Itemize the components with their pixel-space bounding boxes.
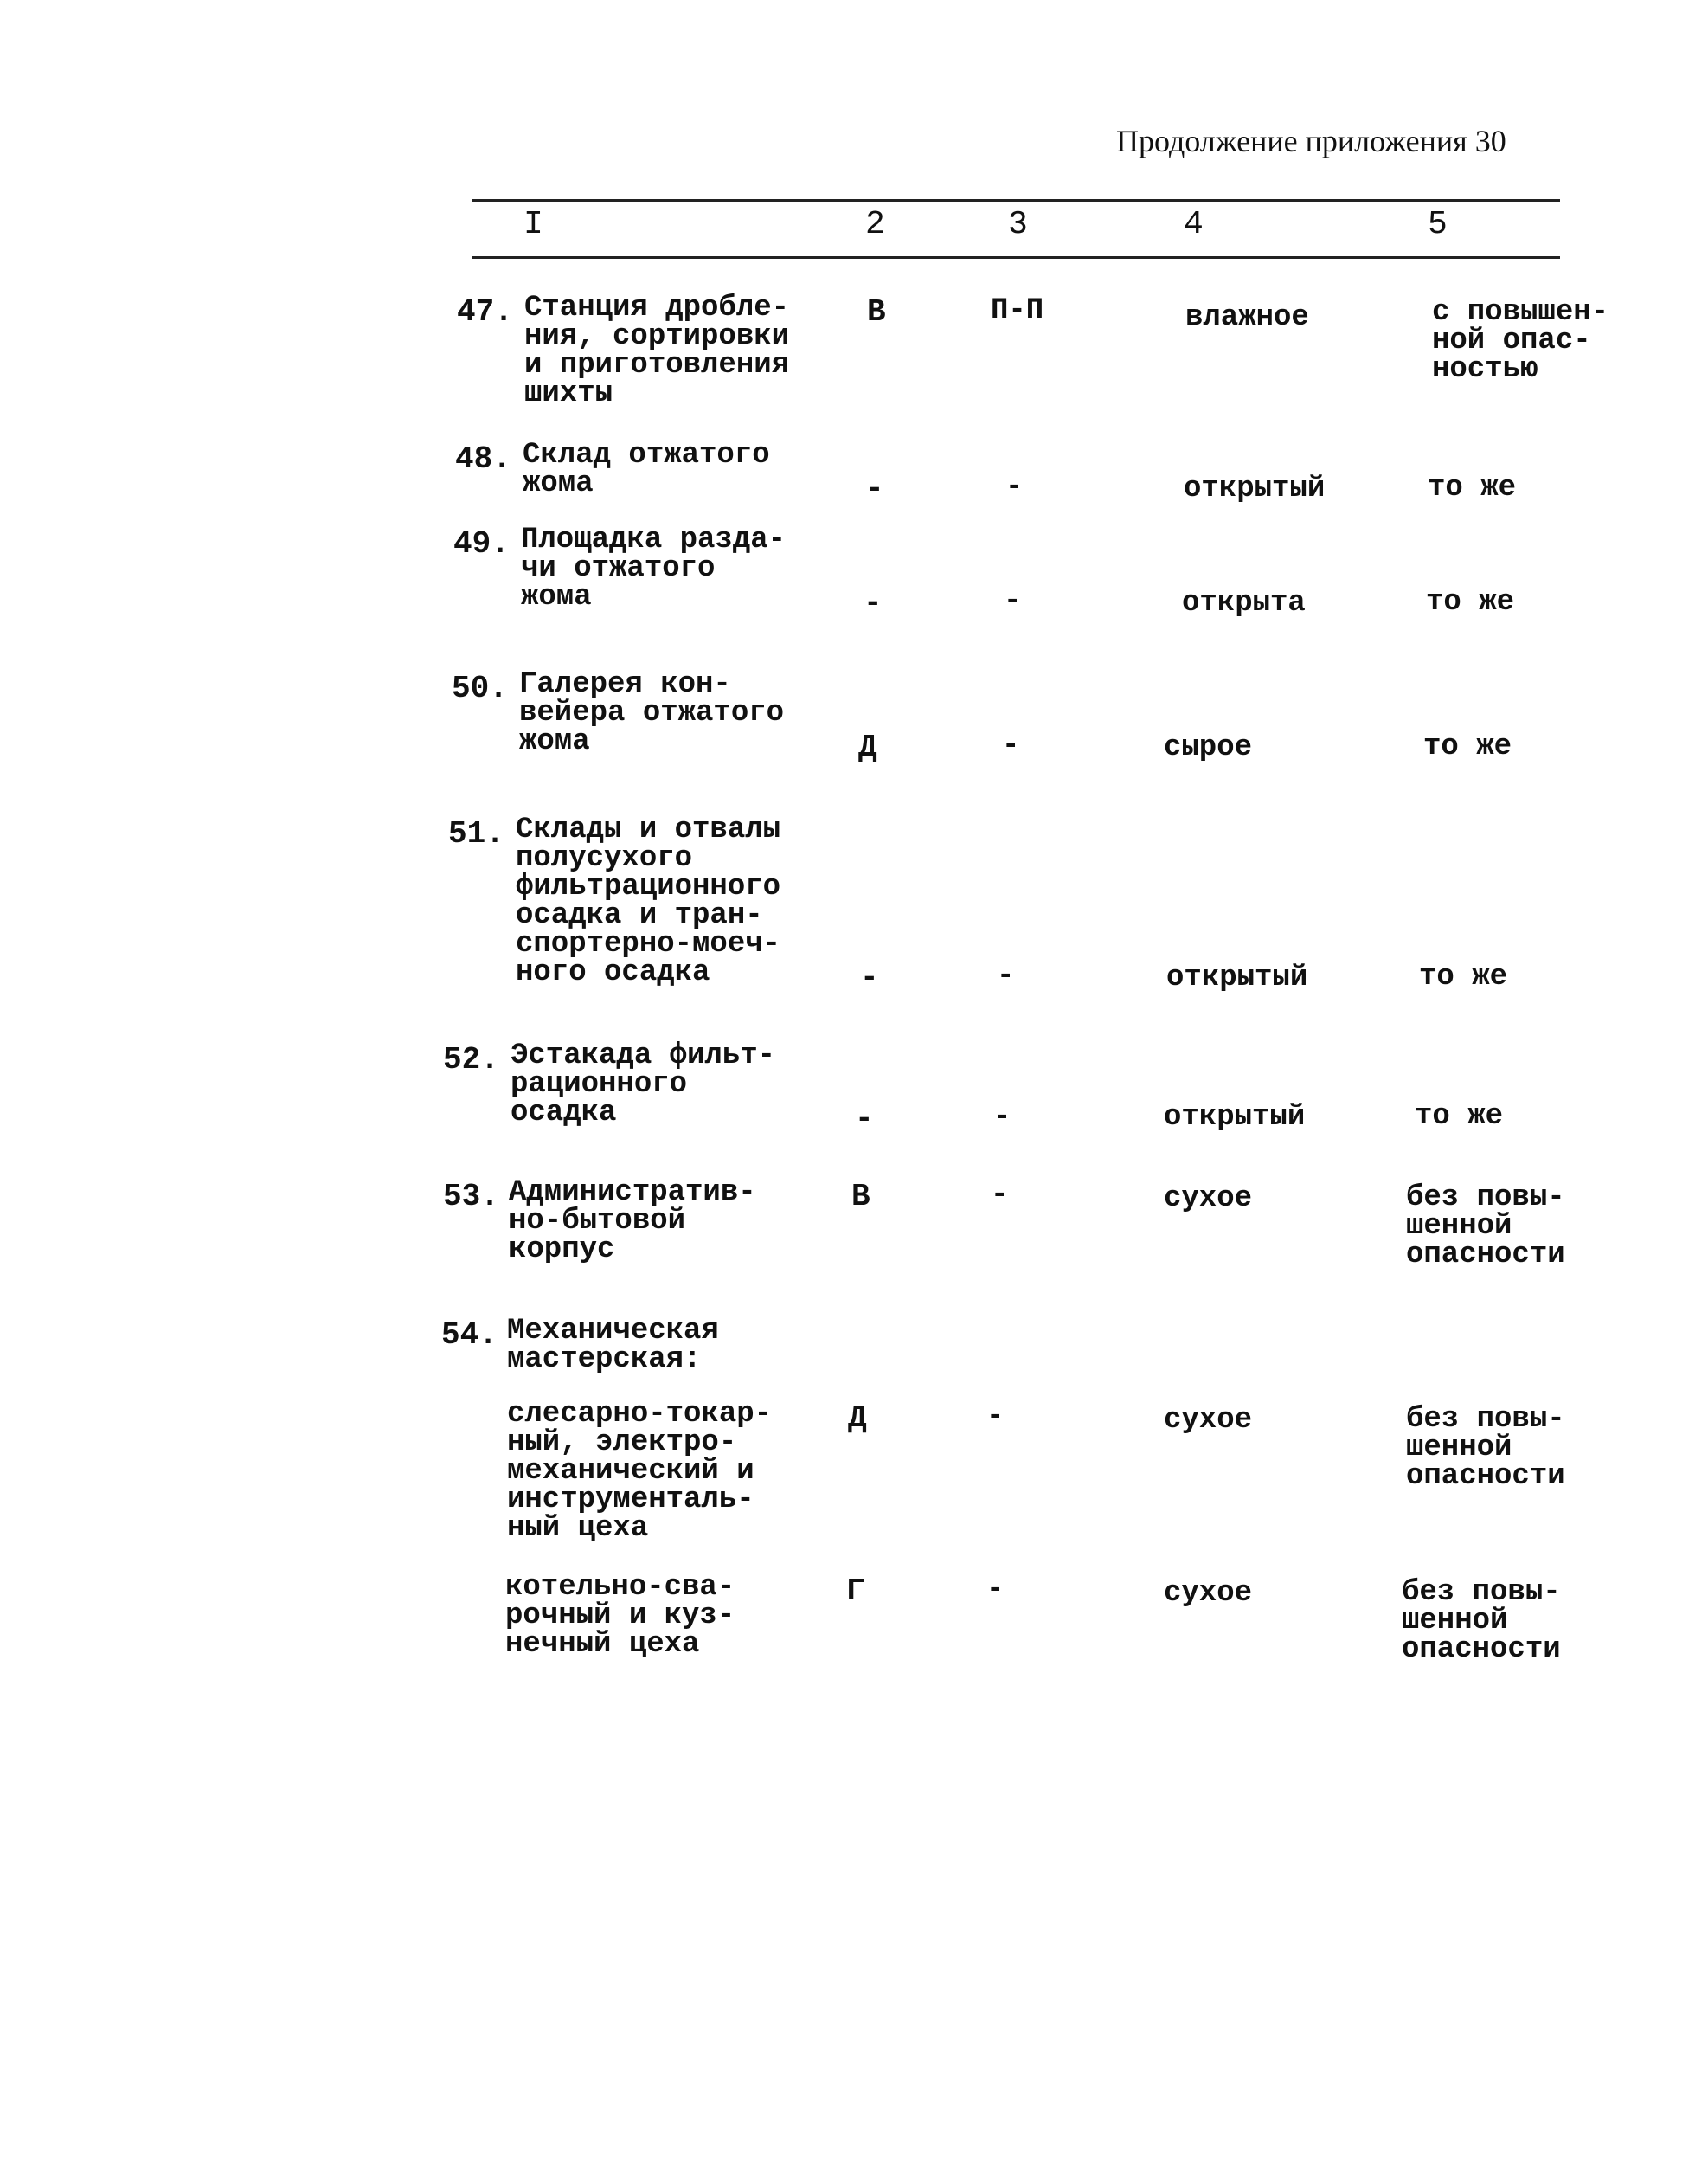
row-col2: Д [858, 730, 877, 765]
row-name: Площадка разда- чи отжатого жома [521, 524, 787, 614]
row-col4: сухое [1164, 1577, 1253, 1610]
row-col4: открыта [1182, 587, 1306, 620]
table-top-rule [472, 199, 1560, 202]
row-col5: без повы- шенной опасности [1406, 1403, 1565, 1493]
row-name: Административ- но-бытовой корпус [509, 1176, 756, 1266]
row-col2: Г [846, 1573, 865, 1609]
row-col5: то же [1419, 961, 1508, 994]
column-header-4: 4 [1184, 206, 1204, 243]
column-header-5: 5 [1428, 206, 1448, 243]
row-col3: - [997, 960, 1015, 993]
row-name: Склад отжатого жома [523, 439, 770, 500]
row-number: 52. [443, 1042, 499, 1078]
row-col2: - [855, 1101, 874, 1136]
row-col4: сухое [1164, 1404, 1253, 1437]
row-col2: - [865, 471, 884, 506]
table-header-rule [472, 256, 1560, 259]
row-number: 48. [455, 441, 511, 477]
column-header-1: I [523, 206, 543, 243]
row-name: Галерея кон- вейера отжатого жома [519, 668, 785, 758]
row-col5: без повы- шенной опасности [1406, 1181, 1565, 1271]
row-number: 50. [452, 671, 508, 706]
row-col2: - [860, 960, 879, 995]
row-col5: с повышен- ной опас- ностью [1432, 296, 1609, 386]
row-col4: сухое [1164, 1182, 1253, 1215]
row-col5: без повы- шенной опасности [1402, 1576, 1561, 1666]
row-col2: В [867, 294, 886, 330]
column-header-2: 2 [865, 206, 885, 243]
row-col3: - [1002, 730, 1020, 762]
row-number: 54. [441, 1317, 498, 1353]
row-col5: то же [1423, 730, 1512, 763]
row-col5: то же [1415, 1100, 1504, 1133]
row-col3: П-П [991, 294, 1044, 327]
row-col4: открытый [1166, 962, 1308, 994]
row-col4: открытый [1184, 473, 1326, 505]
row-col5: то же [1426, 586, 1515, 619]
row-name: котельно-сва- рочный и куз- нечный цеха [505, 1571, 735, 1661]
column-header-3: 3 [1008, 206, 1028, 243]
row-col4: влажное [1185, 301, 1309, 334]
row-name: Механическая мастерская: [507, 1315, 719, 1376]
page-header: Продолжение приложения 30 [1116, 124, 1506, 158]
row-name: слесарно-токар- ный, электро- механический и инструменталь- ный цеха [507, 1398, 773, 1545]
row-number: 53. [443, 1179, 499, 1214]
row-number: 47. [457, 294, 513, 330]
row-col4: сырое [1164, 731, 1253, 764]
row-col3: - [1004, 585, 1022, 618]
row-col3: - [1005, 471, 1024, 504]
row-col3: - [993, 1101, 1011, 1134]
row-name: Склады и отвалы полусухого фильтрационного осадка и тран- спортерно-моеч- ного осадка [516, 814, 781, 989]
row-name: Станция дробле- ния, сортировки и приготовления шихты [524, 292, 790, 410]
row-col3: - [991, 1179, 1009, 1212]
row-number: 51. [448, 816, 504, 852]
row-col5: то же [1428, 472, 1517, 505]
row-col3: - [986, 1573, 1005, 1606]
row-col2: В [851, 1179, 870, 1214]
row-name: Эстакада фильт- рационного осадка [510, 1039, 776, 1129]
row-number: 49. [453, 526, 510, 562]
row-col2: Д [848, 1400, 867, 1436]
row-col2: - [864, 585, 883, 621]
row-col4: открытый [1164, 1101, 1306, 1134]
row-col3: - [986, 1400, 1005, 1433]
